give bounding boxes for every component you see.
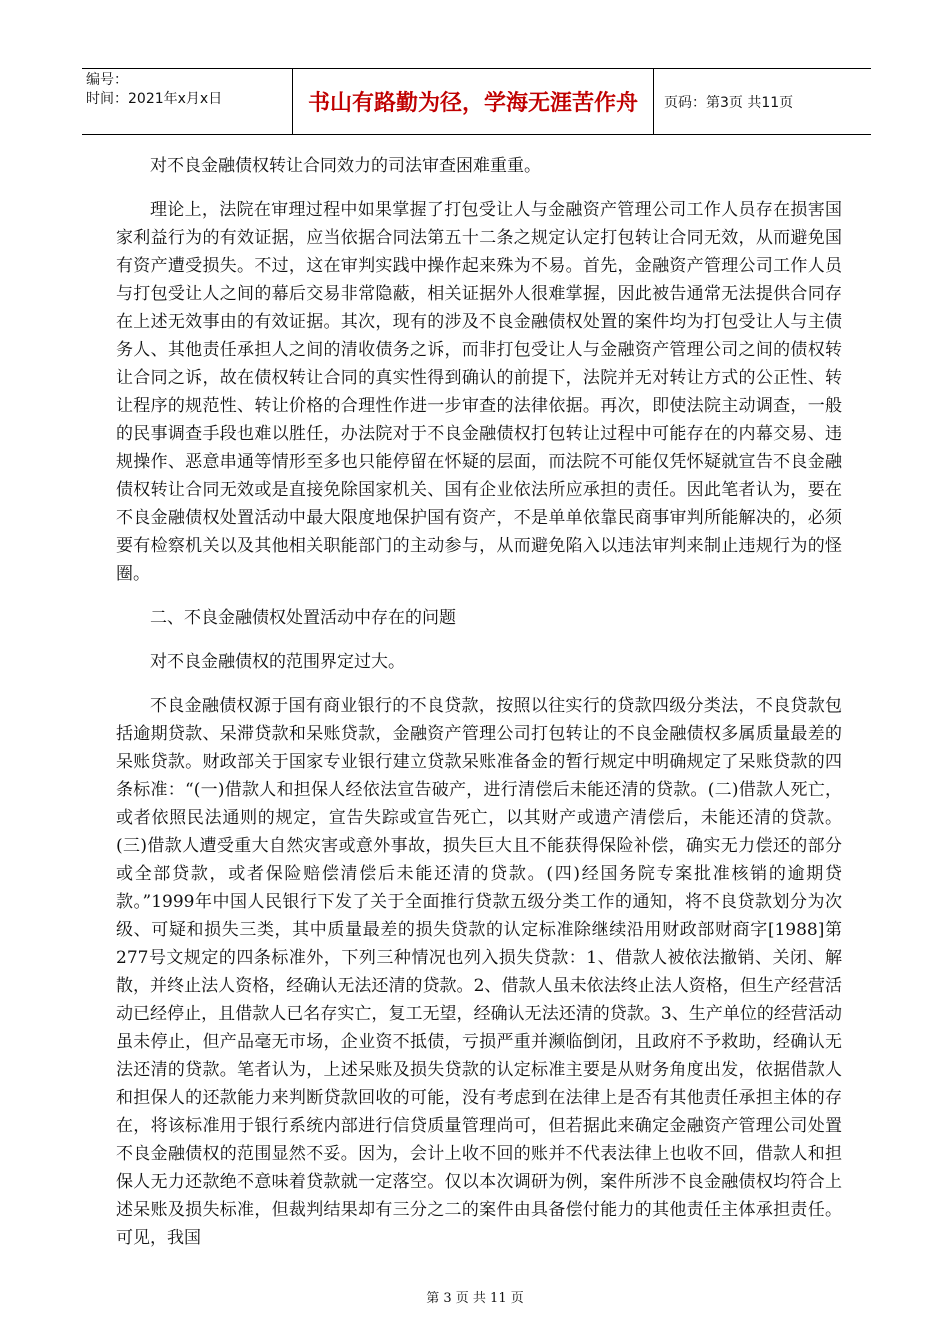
header-motto: 书山有路勤为径，学海无涯苦作舟 — [292, 69, 654, 134]
section-heading: 二、不良金融债权处置活动中存在的问题 — [150, 608, 456, 628]
document-body — [116, 152, 842, 1252]
paragraph-2: 理论上，法院在审理过程中如果掌握了打包受让人与金融资产管理公司工作人员存在损害国家利益行为的有效证据，应当依据合同法第五十二条之规定认定打包转让合同无效，从而避免国有资产遭受损失。不过，这在审判实践中操作起来殊为不易。首先，金融资产管理公司工作人员与打包受让人之间的幕后交易非常隐蔽，相关证据外人很难掌握，因此被告通常无法提供合同存在上述无效事由的有效证据。其次，现有的涉及不良金融债权处置的案件均为打包受让人与主债务人、其他责任承担人之间的清收债务之诉，而非打包受让人与金融资产管理公司之间的债权转让合同之诉，故在债权转让合同的真实性得到确认的前提下，法院并无对转让方式的公正性、转让程序的规范性、转让价格的合理性作进一步审查的法律依据。再次，即使法院主动调查，一般的民事调查手段也难以胜任，办法院对于不良金融债权打包转让过程中可能存在的内幕交易、违规操作、恶意串通等情形至多也只能停留在怀疑的层面，而法院不可能仅凭怀疑就宣告不良金融债权转让合同无效或是直接免除国家机关、国有企业依法所应承担的责任。因此笔者认为，要在不良金融债权处置活动中最大限度地保护国有资产，不是单单依靠民商事审判所能解决的，必须要有检察机关以及其他相关职能部门的主动参与，从而避免陷入以违法审判来制止违规行为的怪圈。 — [116, 200, 842, 584]
document-number: 编号： — [86, 72, 128, 88]
header-meta — [82, 69, 292, 134]
page-header — [82, 68, 871, 135]
header-page-info: 页码：第3页 共11页 — [664, 94, 794, 111]
document-date: 时间：2021年x月x日 — [86, 91, 223, 107]
page-footer: 第 3 页 共 11 页 — [426, 1291, 524, 1306]
subsection-heading: 对不良金融债权的范围界定过大。 — [150, 652, 405, 672]
paragraph-1: 对不良金融债权转让合同效力的司法审查困难重重。 — [150, 156, 541, 176]
paragraph-5: 不良金融债权源于国有商业银行的不良贷款，按照以往实行的贷款四级分类法，不良贷款包括逾期贷款、呆滞贷款和呆账贷款，金融资产管理公司打包转让的不良金融债权多属质量最差的呆账贷款。财政部关于国家专业银行建立贷款呆账准备金的暂行规定中明确规定了呆账贷款的四条标准：“(一)借款人和担保人经依法宣告破产，进行清偿后未能还清的贷款。(二)借款人死亡，或者依照民法通则的规定，宣告失踪或宣告死亡，以其财产或遗产清偿后，未能还清的贷款。(三)借款人遭受重大自然灾害或意外事故，损失巨大且不能获得保险补偿，确实无力偿还的部分或全部贷款，或者保险赔偿清偿后未能还清的贷款。(四)经国务院专案批准核销的逾期贷款。”1999年中国人民银行下发了关于全面推行贷款五级分类工作的通知，将不良贷款划分为次级、可疑和损失三类，其中质量最差的损失贷款的认定标准除继续沿用财政部财商字[1988]第277号文规定的四条标准外，下列三种情况也列入损失贷款：1、借款人被依法撤销、关闭、解散，并终止法人资格，经确认无法还清的贷款。2、借款人虽未依法终止法人资格，但生产经营活动已经停止，且借款人已名存实亡，复工无望，经确认无法还清的贷款。3、生产单位的经营活动虽未停止，但产品毫无市场，企业资不抵债，亏损严重并濒临倒闭，且政府不予救助，经确认无法还清的贷款。笔者认为，上述呆账及损失贷款的认定标准主要是从财务角度出发，依据借款人和担保人的还款能力来判断贷款回收的可能，没有考虑到在法律上是否有其他责任承担主体的存在，将该标准用于银行系统内部进行信贷质量管理尚可，但若据此来确定金融资产管理公司处置不良金融债权的范围显然不妥。因为，会计上收不回的账并不代表法律上也收不回，借款人和担保人无力还款绝不意味着贷款就一定落空。仅以本次调研为例，案件所涉不良金融债权均符合上述呆账及损失标准，但裁判结果却有三分之二的案件由具备偿付能力的其他责任主体承担责任。可见，我国 — [116, 696, 842, 1248]
